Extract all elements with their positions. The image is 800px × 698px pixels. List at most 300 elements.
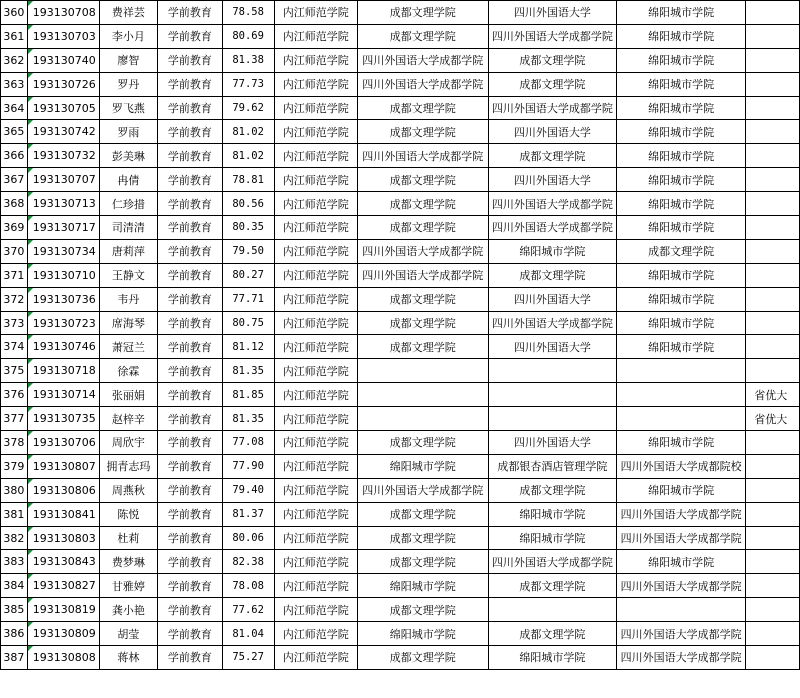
school-cell[interactable]: 内江师范学院 (274, 144, 357, 168)
school-cell[interactable]: 内江师范学院 (274, 120, 357, 144)
student-id-cell[interactable]: 193130843 (27, 550, 99, 574)
name-cell[interactable]: 罗飞燕 (99, 96, 158, 120)
school-cell[interactable]: 内江师范学院 (274, 383, 357, 407)
major-cell[interactable]: 学前教育 (158, 72, 222, 96)
row-number-cell[interactable]: 377 (1, 407, 28, 431)
note-cell[interactable] (746, 216, 800, 240)
choice-3-cell[interactable]: 绵阳城市学院 (617, 335, 746, 359)
note-cell[interactable] (746, 454, 800, 478)
major-cell[interactable]: 学前教育 (158, 263, 222, 287)
major-cell[interactable]: 学前教育 (158, 48, 222, 72)
row-number-cell[interactable]: 380 (1, 478, 28, 502)
major-cell[interactable]: 学前教育 (158, 216, 222, 240)
choice-3-cell[interactable]: 四川外国语大学成都院校 (617, 454, 746, 478)
row-number-cell[interactable]: 386 (1, 622, 28, 646)
choice-3-cell[interactable] (617, 407, 746, 431)
choice-3-cell[interactable] (617, 598, 746, 622)
major-cell[interactable]: 学前教育 (158, 168, 222, 192)
choice-2-cell[interactable]: 四川外国语大学成都学院 (488, 24, 616, 48)
choice-2-cell[interactable]: 绵阳城市学院 (488, 502, 616, 526)
row-number-cell[interactable]: 385 (1, 598, 28, 622)
choice-3-cell[interactable]: 四川外国语大学成都学院 (617, 502, 746, 526)
school-cell[interactable]: 内江师范学院 (274, 431, 357, 455)
score-cell[interactable]: 77.71 (222, 287, 274, 311)
score-cell[interactable]: 81.38 (222, 48, 274, 72)
choice-3-cell[interactable] (617, 383, 746, 407)
table-row (1, 646, 800, 670)
student-id-cell[interactable]: 193130726 (27, 72, 99, 96)
choice-1-cell[interactable]: 成都文理学院 (357, 24, 488, 48)
major-cell[interactable]: 学前教育 (158, 550, 222, 574)
major-cell[interactable]: 学前教育 (158, 96, 222, 120)
note-cell[interactable] (746, 239, 800, 263)
choice-1-cell[interactable]: 成都文理学院 (357, 1, 488, 25)
major-cell[interactable]: 学前教育 (158, 335, 222, 359)
choice-1-cell[interactable]: 成都文理学院 (357, 216, 488, 240)
choice-2-cell[interactable]: 四川外国语大学成都学院 (488, 311, 616, 335)
row-number-cell[interactable]: 384 (1, 574, 28, 598)
row-number-cell[interactable]: 376 (1, 383, 28, 407)
student-id-cell[interactable]: 193130703 (27, 24, 99, 48)
major-cell[interactable]: 学前教育 (158, 598, 222, 622)
note-cell[interactable] (746, 120, 800, 144)
name-cell[interactable]: 徐霖 (99, 359, 158, 383)
name-cell[interactable]: 冉倩 (99, 168, 158, 192)
note-cell[interactable] (746, 550, 800, 574)
student-id-cell[interactable]: 193130742 (27, 120, 99, 144)
name-cell[interactable]: 龚小艳 (99, 598, 158, 622)
row-number-cell[interactable]: 372 (1, 287, 28, 311)
choice-3-cell[interactable]: 绵阳城市学院 (617, 478, 746, 502)
major-cell[interactable]: 学前教育 (158, 646, 222, 670)
note-cell[interactable] (746, 574, 800, 598)
note-cell[interactable] (746, 96, 800, 120)
student-id-cell[interactable]: 193130718 (27, 359, 99, 383)
table-row (1, 454, 800, 478)
note-cell[interactable] (746, 598, 800, 622)
major-cell[interactable]: 学前教育 (158, 383, 222, 407)
choice-2-cell[interactable]: 四川外国语大学成都学院 (488, 192, 616, 216)
school-cell[interactable]: 内江师范学院 (274, 311, 357, 335)
student-id-cell[interactable]: 193130740 (27, 48, 99, 72)
choice-2-cell[interactable]: 四川外国语大学成都学院 (488, 216, 616, 240)
score-cell[interactable]: 78.81 (222, 168, 274, 192)
major-cell[interactable]: 学前教育 (158, 144, 222, 168)
name-cell[interactable]: 司清清 (99, 216, 158, 240)
choice-2-cell[interactable]: 成都银杏酒店管理学院 (488, 454, 616, 478)
student-id-cell[interactable]: 193130809 (27, 622, 99, 646)
student-id-cell[interactable]: 193130746 (27, 335, 99, 359)
school-cell[interactable]: 内江师范学院 (274, 72, 357, 96)
table-row (1, 478, 800, 502)
table-row (1, 574, 800, 598)
choice-1-cell[interactable]: 成都文理学院 (357, 287, 488, 311)
school-cell[interactable]: 内江师范学院 (274, 646, 357, 670)
note-cell[interactable] (746, 1, 800, 25)
student-id-cell[interactable]: 193130710 (27, 263, 99, 287)
choice-3-cell[interactable]: 绵阳城市学院 (617, 48, 746, 72)
note-cell[interactable] (746, 478, 800, 502)
choice-2-cell[interactable]: 成都文理学院 (488, 574, 616, 598)
school-cell[interactable]: 内江师范学院 (274, 359, 357, 383)
choice-1-cell[interactable]: 成都文理学院 (357, 168, 488, 192)
note-cell[interactable] (746, 24, 800, 48)
row-number-cell[interactable]: 371 (1, 263, 28, 287)
row-number-cell[interactable]: 379 (1, 454, 28, 478)
student-id-cell[interactable]: 193130707 (27, 168, 99, 192)
choice-1-cell[interactable]: 成都文理学院 (357, 526, 488, 550)
score-cell[interactable]: 80.75 (222, 311, 274, 335)
name-cell[interactable]: 廖智 (99, 48, 158, 72)
choice-3-cell[interactable]: 绵阳城市学院 (617, 216, 746, 240)
major-cell[interactable]: 学前教育 (158, 311, 222, 335)
student-id-cell[interactable]: 193130714 (27, 383, 99, 407)
note-cell[interactable] (746, 311, 800, 335)
table-row (1, 407, 800, 431)
name-cell[interactable]: 张丽娟 (99, 383, 158, 407)
table-row (1, 144, 800, 168)
choice-3-cell[interactable]: 四川外国语大学成都学院 (617, 622, 746, 646)
choice-3-cell[interactable]: 绵阳城市学院 (617, 263, 746, 287)
student-id-cell[interactable]: 193130717 (27, 216, 99, 240)
student-id-cell[interactable]: 193130735 (27, 407, 99, 431)
choice-1-cell[interactable]: 成都文理学院 (357, 192, 488, 216)
school-cell[interactable]: 内江师范学院 (274, 502, 357, 526)
choice-1-cell[interactable] (357, 407, 488, 431)
score-cell[interactable]: 81.02 (222, 144, 274, 168)
note-cell[interactable]: 省优大 (746, 383, 800, 407)
choice-1-cell[interactable]: 成都文理学院 (357, 431, 488, 455)
choice-1-cell[interactable]: 成都文理学院 (357, 96, 488, 120)
school-cell[interactable]: 内江师范学院 (274, 454, 357, 478)
choice-2-cell[interactable]: 四川外国语大学 (488, 431, 616, 455)
note-cell[interactable] (746, 359, 800, 383)
row-number-cell[interactable]: 375 (1, 359, 28, 383)
choice-3-cell[interactable]: 绵阳城市学院 (617, 311, 746, 335)
school-cell[interactable]: 内江师范学院 (274, 526, 357, 550)
major-cell[interactable]: 学前教育 (158, 239, 222, 263)
name-cell[interactable]: 彭美琳 (99, 144, 158, 168)
student-id-cell[interactable]: 193130713 (27, 192, 99, 216)
name-cell[interactable]: 萧冠兰 (99, 335, 158, 359)
major-cell[interactable]: 学前教育 (158, 24, 222, 48)
school-cell[interactable]: 内江师范学院 (274, 263, 357, 287)
table-row (1, 24, 800, 48)
major-cell[interactable]: 学前教育 (158, 1, 222, 25)
major-cell[interactable]: 学前教育 (158, 120, 222, 144)
score-cell[interactable]: 80.56 (222, 192, 274, 216)
row-number-cell[interactable]: 382 (1, 526, 28, 550)
student-id-cell[interactable]: 193130841 (27, 502, 99, 526)
choice-2-cell[interactable]: 成都文理学院 (488, 144, 616, 168)
score-cell[interactable]: 81.37 (222, 502, 274, 526)
student-id-cell[interactable]: 193130734 (27, 239, 99, 263)
school-cell[interactable]: 内江师范学院 (274, 239, 357, 263)
score-cell[interactable]: 80.06 (222, 526, 274, 550)
score-cell[interactable]: 77.90 (222, 454, 274, 478)
row-number-cell[interactable]: 366 (1, 144, 28, 168)
score-cell[interactable]: 77.62 (222, 598, 274, 622)
choice-3-cell[interactable]: 绵阳城市学院 (617, 72, 746, 96)
major-cell[interactable]: 学前教育 (158, 574, 222, 598)
row-number-cell[interactable]: 373 (1, 311, 28, 335)
choice-2-cell[interactable]: 成都文理学院 (488, 263, 616, 287)
choice-1-cell[interactable]: 绵阳城市学院 (357, 622, 488, 646)
score-cell[interactable]: 81.12 (222, 335, 274, 359)
table-row (1, 168, 800, 192)
row-number-cell[interactable]: 361 (1, 24, 28, 48)
table-row (1, 263, 800, 287)
student-id-cell[interactable]: 193130708 (27, 1, 99, 25)
table-row (1, 192, 800, 216)
choice-1-cell[interactable]: 成都文理学院 (357, 598, 488, 622)
score-cell[interactable]: 77.73 (222, 72, 274, 96)
choice-3-cell[interactable]: 绵阳城市学院 (617, 431, 746, 455)
score-cell[interactable]: 81.35 (222, 407, 274, 431)
note-cell[interactable] (746, 287, 800, 311)
table-row (1, 359, 800, 383)
major-cell[interactable]: 学前教育 (158, 287, 222, 311)
choice-1-cell[interactable]: 成都文理学院 (357, 335, 488, 359)
note-cell[interactable] (746, 431, 800, 455)
choice-3-cell[interactable]: 绵阳城市学院 (617, 287, 746, 311)
choice-3-cell[interactable]: 成都文理学院 (617, 239, 746, 263)
table-row (1, 216, 800, 240)
choice-3-cell[interactable]: 四川外国语大学成都学院 (617, 646, 746, 670)
note-cell[interactable] (746, 48, 800, 72)
choice-3-cell[interactable]: 绵阳城市学院 (617, 144, 746, 168)
student-id-cell[interactable]: 193130819 (27, 598, 99, 622)
choice-3-cell[interactable]: 绵阳城市学院 (617, 168, 746, 192)
row-number-cell[interactable]: 362 (1, 48, 28, 72)
school-cell[interactable]: 内江师范学院 (274, 216, 357, 240)
score-cell[interactable]: 78.58 (222, 1, 274, 25)
score-cell[interactable]: 75.27 (222, 646, 274, 670)
table-row (1, 1, 800, 25)
school-cell[interactable]: 内江师范学院 (274, 407, 357, 431)
major-cell[interactable]: 学前教育 (158, 526, 222, 550)
school-cell[interactable]: 内江师范学院 (274, 287, 357, 311)
choice-1-cell[interactable]: 绵阳城市学院 (357, 454, 488, 478)
score-cell[interactable]: 81.85 (222, 383, 274, 407)
major-cell[interactable]: 学前教育 (158, 431, 222, 455)
name-cell[interactable]: 仁珍措 (99, 192, 158, 216)
school-cell[interactable]: 内江师范学院 (274, 598, 357, 622)
score-cell[interactable]: 79.62 (222, 96, 274, 120)
choice-2-cell[interactable]: 四川外国语大学成都学院 (488, 550, 616, 574)
note-cell[interactable] (746, 622, 800, 646)
school-cell[interactable]: 内江师范学院 (274, 192, 357, 216)
choice-2-cell[interactable]: 四川外国语大学 (488, 1, 616, 25)
table-row (1, 72, 800, 96)
choice-2-cell[interactable]: 绵阳城市学院 (488, 646, 616, 670)
school-cell[interactable]: 内江师范学院 (274, 574, 357, 598)
choice-3-cell[interactable]: 绵阳城市学院 (617, 24, 746, 48)
choice-2-cell[interactable] (488, 383, 616, 407)
note-cell[interactable]: 省优大 (746, 407, 800, 431)
school-cell[interactable]: 内江师范学院 (274, 478, 357, 502)
student-id-cell[interactable]: 193130803 (27, 526, 99, 550)
name-cell[interactable]: 王静文 (99, 263, 158, 287)
choice-2-cell[interactable] (488, 359, 616, 383)
note-cell[interactable] (746, 646, 800, 670)
student-id-cell[interactable]: 193130723 (27, 311, 99, 335)
choice-1-cell[interactable]: 四川外国语大学成都学院 (357, 263, 488, 287)
row-number-cell[interactable]: 365 (1, 120, 28, 144)
name-cell[interactable]: 陈悦 (99, 502, 158, 526)
choice-1-cell[interactable]: 四川外国语大学成都学院 (357, 239, 488, 263)
student-id-cell[interactable]: 193130808 (27, 646, 99, 670)
student-id-cell[interactable]: 193130706 (27, 431, 99, 455)
major-cell[interactable]: 学前教育 (158, 622, 222, 646)
note-cell[interactable] (746, 502, 800, 526)
choice-2-cell[interactable]: 绵阳城市学院 (488, 526, 616, 550)
row-number-cell[interactable]: 370 (1, 239, 28, 263)
note-cell[interactable] (746, 168, 800, 192)
choice-2-cell[interactable]: 四川外国语大学 (488, 287, 616, 311)
table-row (1, 335, 800, 359)
school-cell[interactable]: 内江师范学院 (274, 24, 357, 48)
note-cell[interactable] (746, 263, 800, 287)
name-cell[interactable]: 席海琴 (99, 311, 158, 335)
row-number-cell[interactable]: 368 (1, 192, 28, 216)
major-cell[interactable]: 学前教育 (158, 454, 222, 478)
name-cell[interactable]: 韦丹 (99, 287, 158, 311)
score-cell[interactable]: 79.40 (222, 478, 274, 502)
student-id-cell[interactable]: 193130736 (27, 287, 99, 311)
score-cell[interactable]: 78.08 (222, 574, 274, 598)
score-cell[interactable]: 81.02 (222, 120, 274, 144)
row-number-cell[interactable]: 363 (1, 72, 28, 96)
choice-1-cell[interactable]: 四川外国语大学成都学院 (357, 48, 488, 72)
row-number-cell[interactable]: 369 (1, 216, 28, 240)
table-row (1, 48, 800, 72)
school-cell[interactable]: 内江师范学院 (274, 96, 357, 120)
choice-3-cell[interactable]: 绵阳城市学院 (617, 550, 746, 574)
choice-1-cell[interactable]: 四川外国语大学成都学院 (357, 144, 488, 168)
note-cell[interactable] (746, 72, 800, 96)
student-id-cell[interactable]: 193130806 (27, 478, 99, 502)
score-cell[interactable]: 80.27 (222, 263, 274, 287)
row-number-cell[interactable]: 387 (1, 646, 28, 670)
school-cell[interactable]: 内江师范学院 (274, 168, 357, 192)
student-id-cell[interactable]: 193130732 (27, 144, 99, 168)
name-cell[interactable]: 费梦琳 (99, 550, 158, 574)
choice-2-cell[interactable]: 绵阳城市学院 (488, 239, 616, 263)
row-number-cell[interactable]: 383 (1, 550, 28, 574)
name-cell[interactable]: 周燕秋 (99, 478, 158, 502)
note-cell[interactable] (746, 526, 800, 550)
choice-1-cell[interactable]: 成都文理学院 (357, 550, 488, 574)
name-cell[interactable]: 甘雅婷 (99, 574, 158, 598)
choice-2-cell[interactable]: 成都文理学院 (488, 622, 616, 646)
choice-1-cell[interactable] (357, 383, 488, 407)
name-cell[interactable]: 罗丹 (99, 72, 158, 96)
school-cell[interactable]: 内江师范学院 (274, 622, 357, 646)
row-number-cell[interactable]: 364 (1, 96, 28, 120)
name-cell[interactable]: 费祥芸 (99, 1, 158, 25)
major-cell[interactable]: 学前教育 (158, 192, 222, 216)
choice-1-cell[interactable]: 绵阳城市学院 (357, 574, 488, 598)
choice-3-cell[interactable]: 四川外国语大学成都学院 (617, 526, 746, 550)
choice-1-cell[interactable]: 成都文理学院 (357, 646, 488, 670)
table-row (1, 622, 800, 646)
note-cell[interactable] (746, 335, 800, 359)
choice-2-cell[interactable] (488, 407, 616, 431)
name-cell[interactable]: 赵梓辛 (99, 407, 158, 431)
choice-2-cell[interactable]: 成都文理学院 (488, 72, 616, 96)
row-number-cell[interactable]: 360 (1, 1, 28, 25)
choice-2-cell[interactable]: 成都文理学院 (488, 48, 616, 72)
choice-2-cell[interactable]: 四川外国语大学成都学院 (488, 96, 616, 120)
school-cell[interactable]: 内江师范学院 (274, 1, 357, 25)
note-cell[interactable] (746, 192, 800, 216)
choice-2-cell[interactable]: 四川外国语大学 (488, 335, 616, 359)
name-cell[interactable]: 罗雨 (99, 120, 158, 144)
table-body (1, 1, 800, 670)
choice-1-cell[interactable]: 四川外国语大学成都学院 (357, 478, 488, 502)
major-cell[interactable]: 学前教育 (158, 502, 222, 526)
name-cell[interactable]: 唐莉萍 (99, 239, 158, 263)
name-cell[interactable]: 蒋林 (99, 646, 158, 670)
choice-2-cell[interactable]: 四川外国语大学 (488, 120, 616, 144)
choice-3-cell[interactable]: 绵阳城市学院 (617, 120, 746, 144)
choice-1-cell[interactable] (357, 359, 488, 383)
choice-1-cell[interactable]: 成都文理学院 (357, 311, 488, 335)
major-cell[interactable]: 学前教育 (158, 359, 222, 383)
choice-2-cell[interactable] (488, 598, 616, 622)
row-number-cell[interactable]: 378 (1, 431, 28, 455)
row-number-cell[interactable]: 381 (1, 502, 28, 526)
major-cell[interactable]: 学前教育 (158, 407, 222, 431)
choice-1-cell[interactable]: 成都文理学院 (357, 502, 488, 526)
choice-1-cell[interactable]: 四川外国语大学成都学院 (357, 72, 488, 96)
choice-2-cell[interactable]: 成都文理学院 (488, 478, 616, 502)
student-id-cell[interactable]: 193130827 (27, 574, 99, 598)
school-cell[interactable]: 内江师范学院 (274, 335, 357, 359)
major-cell[interactable]: 学前教育 (158, 478, 222, 502)
choice-3-cell[interactable]: 绵阳城市学院 (617, 192, 746, 216)
name-cell[interactable]: 周欣宇 (99, 431, 158, 455)
score-cell[interactable]: 82.38 (222, 550, 274, 574)
row-number-cell[interactable]: 367 (1, 168, 28, 192)
table-row (1, 502, 800, 526)
name-cell[interactable]: 拥青志玛 (99, 454, 158, 478)
student-id-cell[interactable]: 193130705 (27, 96, 99, 120)
student-id-cell[interactable]: 193130807 (27, 454, 99, 478)
school-cell[interactable]: 内江师范学院 (274, 48, 357, 72)
score-cell[interactable]: 80.69 (222, 24, 274, 48)
choice-3-cell[interactable]: 绵阳城市学院 (617, 96, 746, 120)
choice-3-cell[interactable] (617, 359, 746, 383)
score-cell[interactable]: 77.08 (222, 431, 274, 455)
school-cell[interactable]: 内江师范学院 (274, 550, 357, 574)
choice-2-cell[interactable]: 四川外国语大学 (488, 168, 616, 192)
name-cell[interactable]: 李小月 (99, 24, 158, 48)
table-row (1, 550, 800, 574)
score-cell[interactable]: 81.04 (222, 622, 274, 646)
choice-3-cell[interactable]: 绵阳城市学院 (617, 1, 746, 25)
name-cell[interactable]: 杜莉 (99, 526, 158, 550)
score-cell[interactable]: 80.35 (222, 216, 274, 240)
choice-3-cell[interactable]: 四川外国语大学成都学院 (617, 574, 746, 598)
note-cell[interactable] (746, 144, 800, 168)
score-cell[interactable]: 79.50 (222, 239, 274, 263)
row-number-cell[interactable]: 374 (1, 335, 28, 359)
name-cell[interactable]: 胡莹 (99, 622, 158, 646)
choice-1-cell[interactable]: 成都文理学院 (357, 120, 488, 144)
score-cell[interactable]: 81.35 (222, 359, 274, 383)
